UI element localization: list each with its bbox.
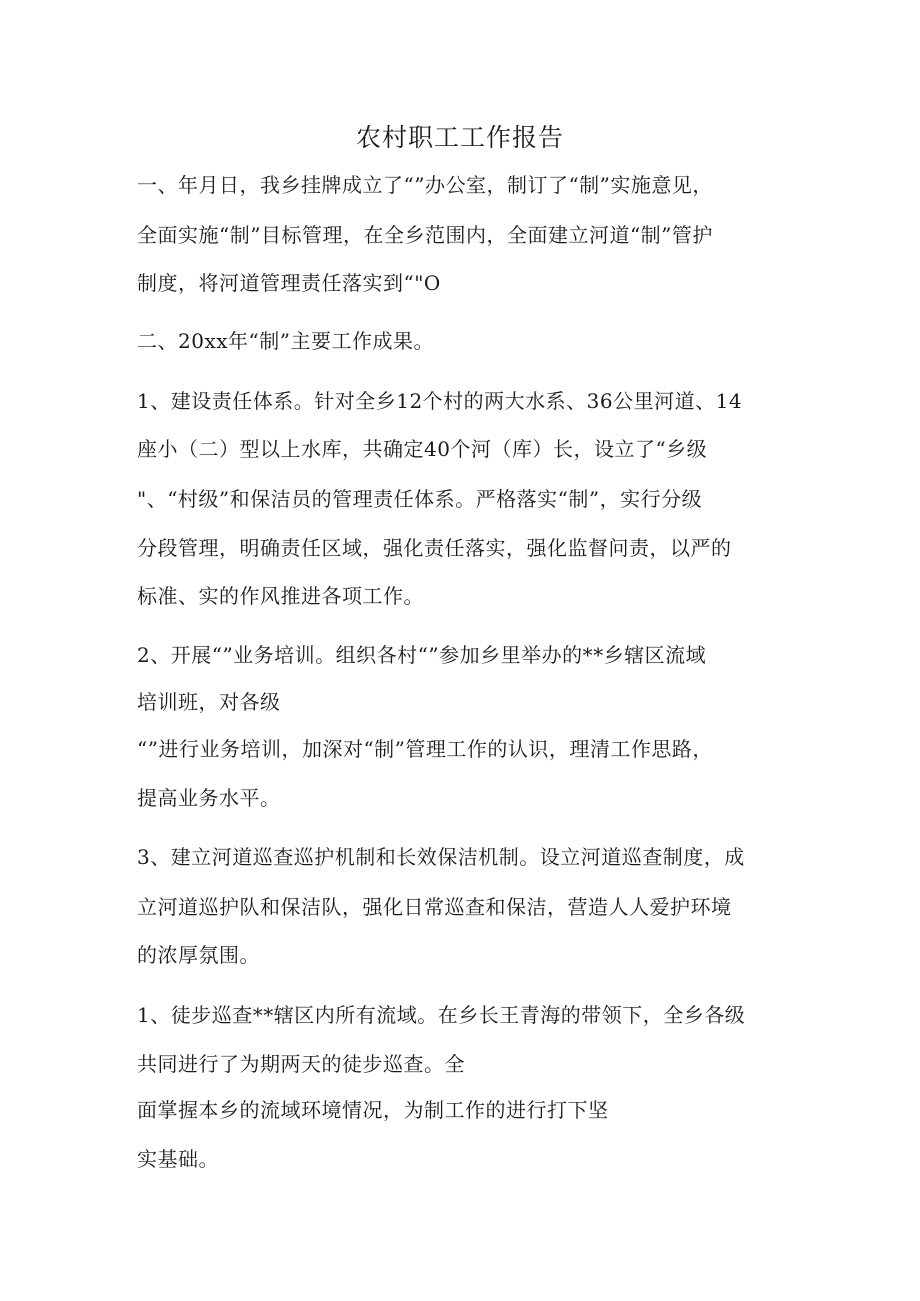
- paragraph-line: 共同进行了为期两天的徒步巡查。全: [137, 1052, 465, 1076]
- paragraph-line: 一、年月日，我乡挂牌成立了“”办公室，制订了“制”实施意见，: [137, 173, 713, 197]
- paragraph-line: 座小（二）型以上水库，共确定40个河（库）长，设立了“乡级: [137, 437, 708, 461]
- paragraph-line: 面掌握本乡的流域环境情况，为制工作的进行打下坚: [137, 1098, 609, 1122]
- paragraph-line: "、“村级”和保洁员的管理责任体系。严格落实“制”，实行分级: [137, 487, 703, 511]
- paragraph-line: 分段管理，明确责任区域，强化责任落实，强化监督问责，以严的: [137, 536, 732, 560]
- paragraph-line: 实基础。: [137, 1147, 219, 1171]
- paragraph-line: 3、建立河道巡查巡护机制和长效保洁机制。设立河道巡查制度，成: [137, 845, 745, 869]
- paragraph-line: 1、徒步巡查**辖区内所有流域。在乡长王青海的带领下，全乡各级: [137, 1003, 746, 1027]
- paragraph-line: 培训班，对各级: [137, 690, 281, 714]
- paragraph-line: “”进行业务培训，加深对“制”管理工作的认识，理清工作思路，: [137, 737, 713, 761]
- document-title: 农村职工工作报告: [355, 123, 564, 152]
- paragraph-line: 2、开展“”业务培训。组织各村“”参加乡里举办的**乡辖区流域: [137, 643, 707, 667]
- paragraph-line: 立河道巡护队和保洁队，强化日常巡查和保洁，营造人人爱护环境: [137, 895, 732, 919]
- paragraph-line: 二、20xx年“制”主要工作成果。: [137, 329, 434, 353]
- paragraph-line: 1、建设责任体系。针对全乡12个村的两大水系、36公里河道、14: [137, 389, 743, 413]
- paragraph-line: 提高业务水平。: [137, 786, 281, 810]
- paragraph-line: 的浓厚氛围。: [137, 943, 260, 967]
- paragraph-line: 制度，将河道管理责任落实到“"O: [137, 271, 441, 295]
- paragraph-line: 全面实施“制”目标管理，在全乡范围内，全面建立河道“制”管护: [137, 223, 713, 247]
- paragraph-line: 标准、实的作风推进各项工作。: [137, 584, 424, 608]
